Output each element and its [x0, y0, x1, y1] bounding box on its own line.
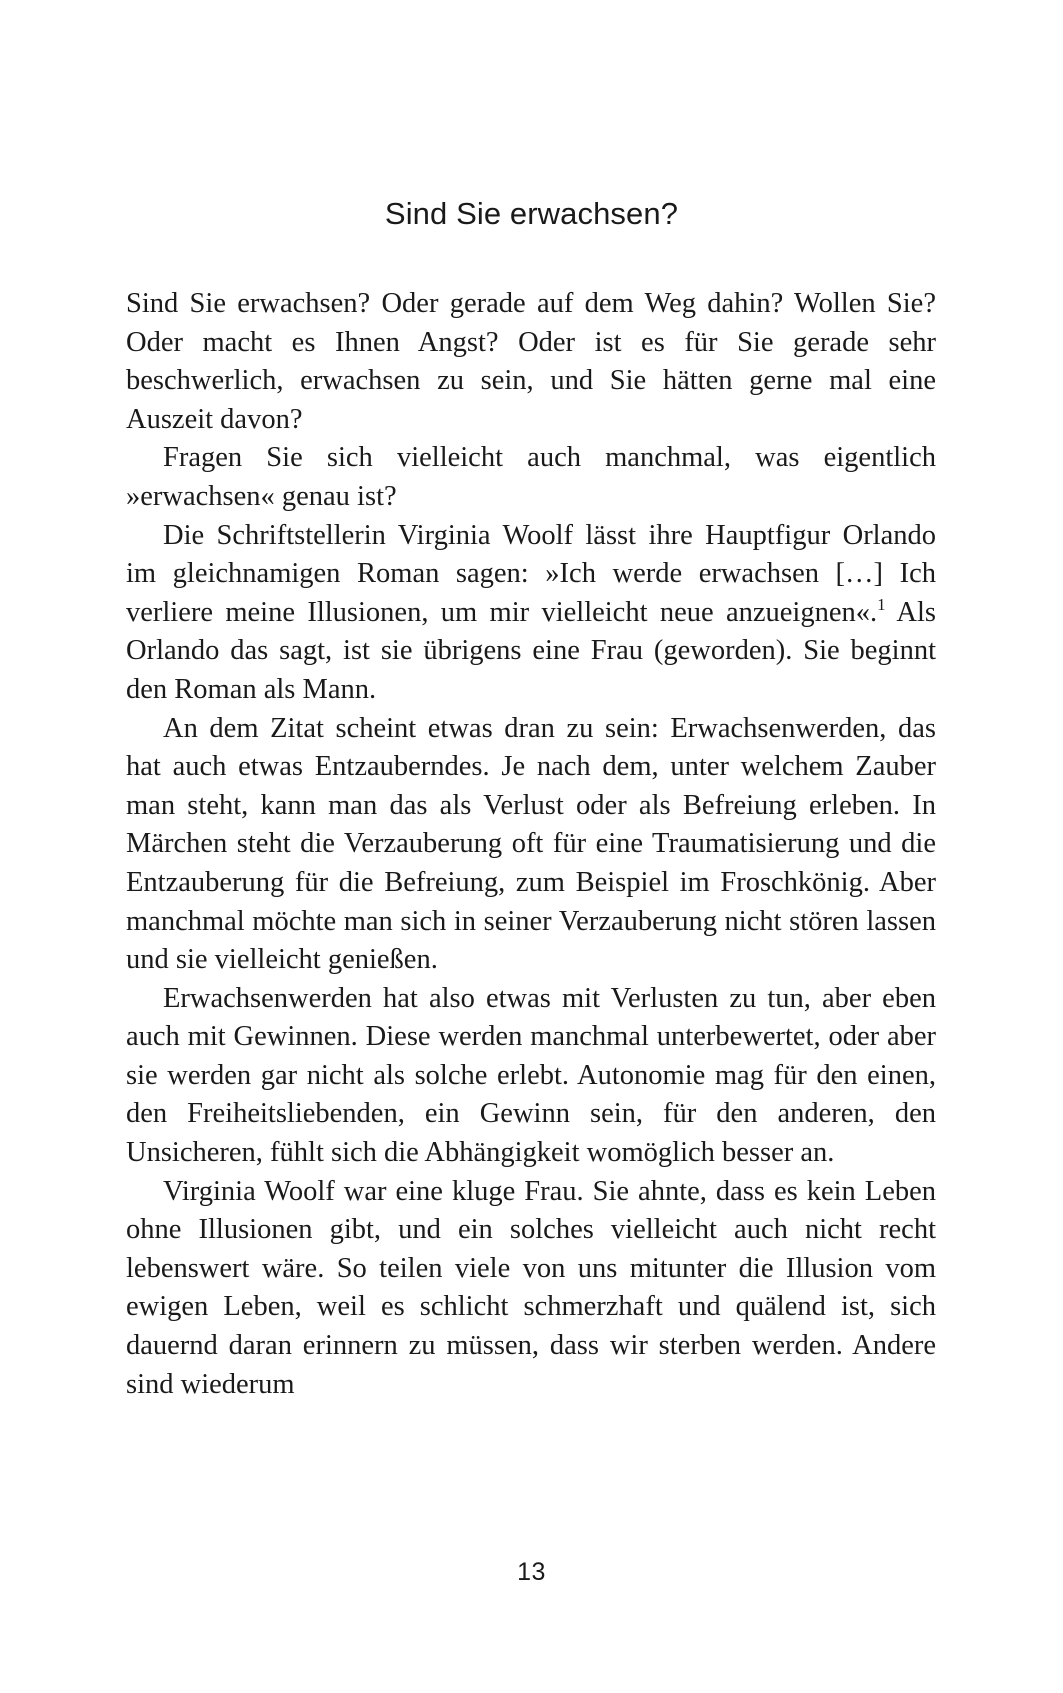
body-text — [126, 285, 936, 1404]
paragraph-6: Virginia Woolf war eine kluge Frau. Sie ahnte, dass es kein Leben ohne Illusionen gibt, und ein solches vielleicht auch nicht recht lebenswert wäre. So teilen viele von uns mitunter die Illusion vom ewigen Leben, weil es schlicht schmerzhaft und quälend ist, sich dauernd daran erinnern zu müssen, dass wir sterben werden. Andere sind wiederum — [126, 1175, 936, 1400]
paragraph-3-text-before-footnote: Die Schriftstellerin Virginia Woolf lässt ihre Hauptfigur Orlando im gleichnamigen Roman sagen: »Ich werde erwachsen […] Ich verliere meine Illusionen, um mir vielleicht neue anzueignen«. — [126, 519, 936, 628]
paragraph-3 — [126, 517, 936, 710]
paragraph-5: Erwachsenwerden hat also etwas mit Verlusten zu tun, aber eben auch mit Gewinnen. Diese werden manchmal unterbewertet, oder aber sie werden gar nicht als solche erlebt. Autonomie mag für den einen, den Freiheitsliebenden, ein Gewinn sein, für den anderen, den Unsicheren, fühlt sich die Abhängigkeit womöglich besser an. — [126, 982, 936, 1169]
chapter-title: Sind Sie erwachsen? — [384, 196, 679, 231]
paragraph-3-text-after-footnote: Als Orlando das sagt, ist sie übrigens eine Frau (geworden). Sie beginnt den Roman als Mann. — [126, 596, 936, 705]
footnote-marker: 1 — [877, 594, 886, 614]
paragraph-2: Fragen Sie sich vielleicht auch manchmal, was eigentlich »erwachsen« genau ist? — [126, 442, 936, 512]
paragraph-1: Sind Sie erwachsen? Oder gerade auf dem Weg dahin? Wollen Sie? Oder macht es Ihnen Angst? Oder ist es für Sie gerade sehr beschwerlich, erwachsen zu sein, und Sie hätten gerne mal eine Auszeit davon? — [126, 288, 936, 435]
page-number: 13 — [517, 1558, 546, 1586]
paragraph-4: An dem Zitat scheint etwas dran zu sein: Erwachsenwerden, das hat auch etwas Entzauberndes. Je nach dem, unter welchem Zauber man steht, kann man das als Verlust oder als Befreiung erleben. In Märchen steht die Verzauberung oft für eine Traumatisierung und die Entzauberung für die Befreiung, zum Beispiel im Froschkönig. Aber manchmal möchte man sich in seiner Verzauberung nicht stören lassen und sie vielleicht genießen. — [126, 712, 936, 976]
